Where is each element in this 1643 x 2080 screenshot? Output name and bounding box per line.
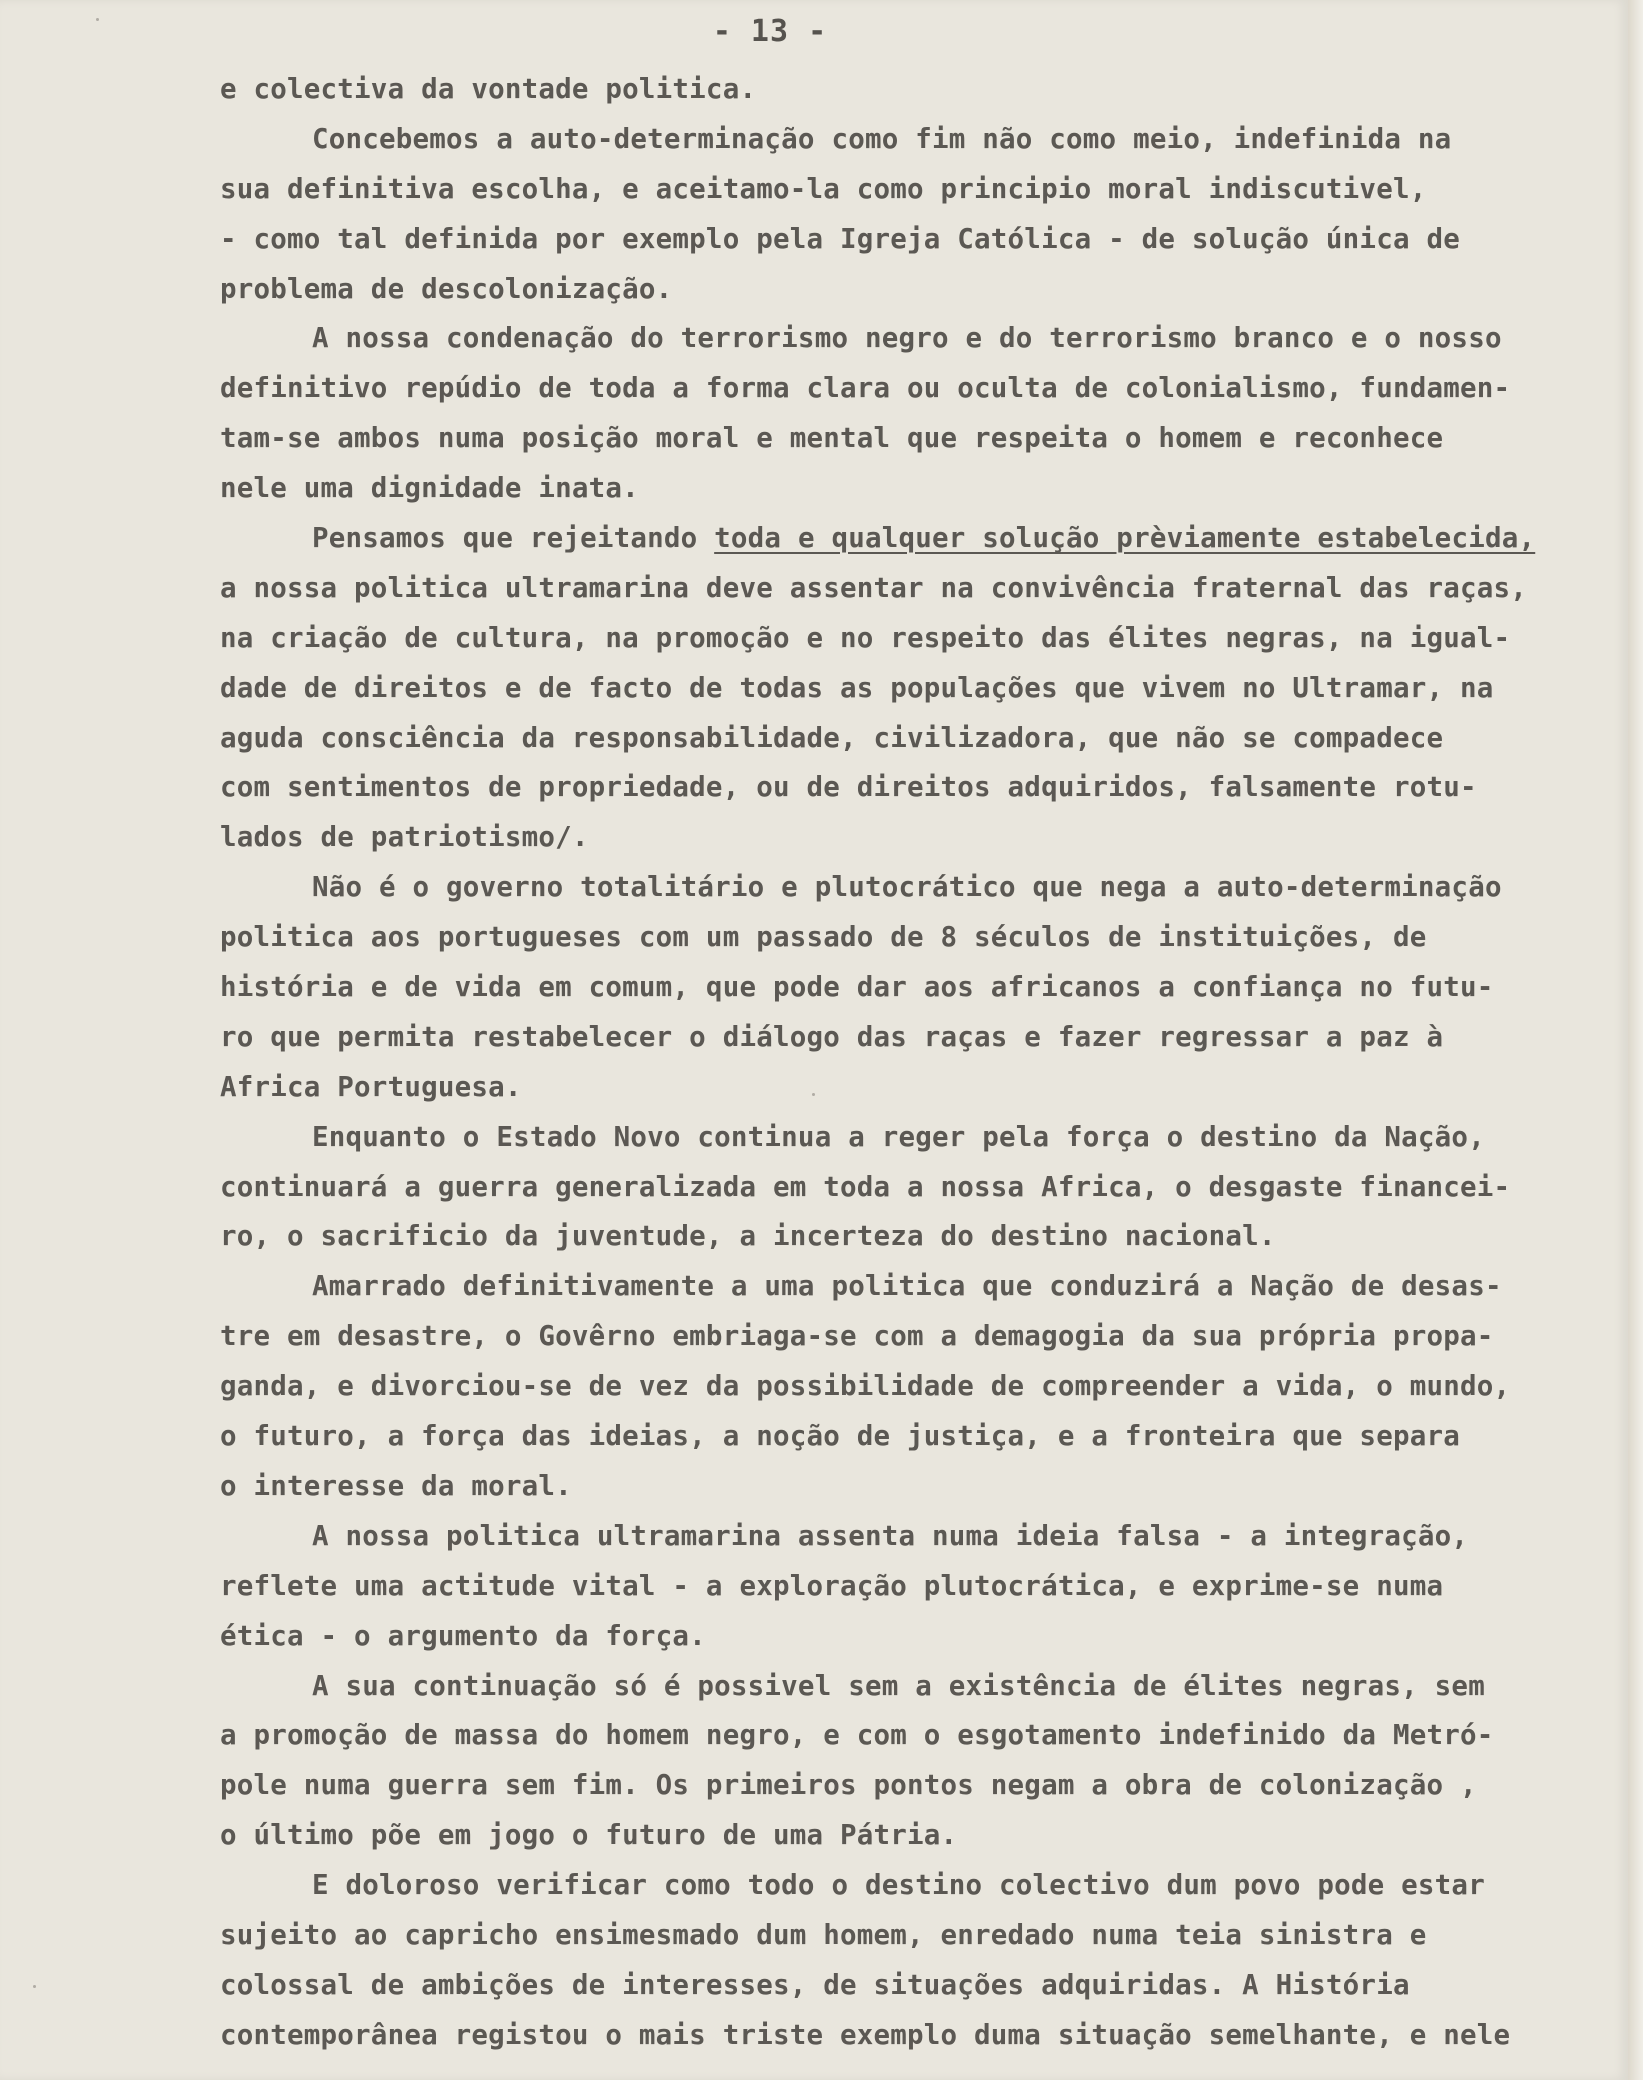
text-line: A sua continuação só é possivel sem a existência de élites negras, sem (312, 1669, 1485, 1702)
text-line-start: Pensamos que rejeitando (312, 522, 715, 555)
text-line: lados de patriotismo/. (220, 821, 589, 854)
text-line: A nossa condenação do terrorismo negro e do terrorismo branco e o nosso (312, 322, 1502, 355)
text-line: dade de direitos e de facto de todas as populações que vivem no Ultramar, na (220, 671, 1494, 704)
text-line: ro que permita restabelecer o diálogo das raças e fazer regressar a paz à (220, 1020, 1444, 1053)
text-line: ro, o sacrificio da juventude, a incerteza do destino nacional. (220, 1220, 1276, 1253)
text-line: definitivo repúdio de toda a forma clara ou oculta de colonialismo, fundamen- (220, 372, 1511, 405)
text-line: tre em desastre, o Govêrno embriaga-se com a demagogia da sua própria propa- (220, 1320, 1494, 1353)
text-line: Africa Portuguesa. (220, 1070, 522, 1103)
text-line: ganda, e divorciou-se de vez da possibilidade de compreender a vida, o mundo, (220, 1370, 1511, 1403)
text-line: reflete uma actitude vital - a exploração plutocrática, e exprime-se numa (220, 1569, 1444, 1602)
text-line: E doloroso verificar como todo o destino colectivo dum povo pode estar (312, 1869, 1485, 1902)
underlined-phrase: toda e qualquer solução prèviamente estabelecida, (714, 522, 1536, 555)
text-line: problema de descolonização. (220, 272, 673, 305)
text-line: o último põe em jogo o futuro de uma Pátria. (220, 1819, 958, 1852)
text-line: sujeito ao capricho ensimesmado dum homem, enredado numa teia sinistra e (220, 1918, 1427, 1951)
text-line: a promoção de massa do homem negro, e com o esgotamento indefinido da Metró- (220, 1719, 1494, 1752)
text-line (220, 514, 1620, 564)
text-line: Enquanto o Estado Novo continua a reger pela força o destino da Nação, (312, 1120, 1485, 1153)
text-line: a nossa politica ultramarina deve assentar na convivência fraternal das raças, (220, 571, 1527, 604)
text-line: - como tal definida por exemplo pela Igreja Católica - de solução única de (220, 222, 1460, 255)
text-line: tam-se ambos numa posição moral e mental que respeita o homem e reconhece (220, 422, 1444, 455)
text-line: sua definitiva escolha, e aceitamo-la como principio moral indiscutivel, (220, 172, 1427, 205)
text-line: pole numa guerra sem fim. Os primeiros pontos negam a obra de colonização , (220, 1769, 1477, 1802)
text-line: colossal de ambições de interesses, de situações adquiridas. A História (220, 1968, 1410, 2001)
text-line: contemporânea registou o mais triste exemplo duma situação semelhante, e nele (220, 2018, 1511, 2051)
text-line: história e de vida em comum, que pode dar aos africanos a confiança no futu- (220, 971, 1494, 1004)
text-line: na criação de cultura, na promoção e no respeito das élites negras, na igual- (220, 621, 1511, 654)
text-line: o futuro, a força das ideias, a noção de justiça, e a fronteira que separa (220, 1420, 1460, 1453)
text-line: ética - o argumento da força. (220, 1619, 706, 1652)
text-line: Amarrado definitivamente a uma politica que conduzirá a Nação de desas- (312, 1270, 1502, 1303)
text-line: Não é o governo totalitário e plutocrático que nega a auto-determinação (312, 871, 1502, 904)
paper-speck (812, 1093, 815, 1096)
document-body (220, 65, 1620, 2061)
page-number: - 13 - (712, 14, 828, 49)
text-line: Concebemos a auto-determinação como fim não como meio, indefinida na (312, 122, 1452, 155)
paper-speck (96, 18, 99, 21)
paper-speck (33, 1985, 36, 1988)
text-line: continuará a guerra generalizada em toda a nossa Africa, o desgaste financei- (220, 1170, 1511, 1203)
text-line: e colectiva da vontade politica. (220, 73, 757, 105)
page-edge (1628, 0, 1643, 2080)
text-line: com sentimentos de propriedade, ou de direitos adquiridos, falsamente rotu- (220, 771, 1477, 804)
text-line: politica aos portugueses com um passado de 8 séculos de instituições, de (220, 921, 1427, 954)
text-line: o interesse da moral. (220, 1469, 572, 1502)
text-line: A nossa politica ultramarina assenta numa ideia falsa - a integração, (312, 1519, 1469, 1552)
text-line: nele uma dignidade inata. (220, 472, 639, 505)
text-line: aguda consciência da responsabilidade, civilizadora, que não se compadece (220, 721, 1444, 754)
